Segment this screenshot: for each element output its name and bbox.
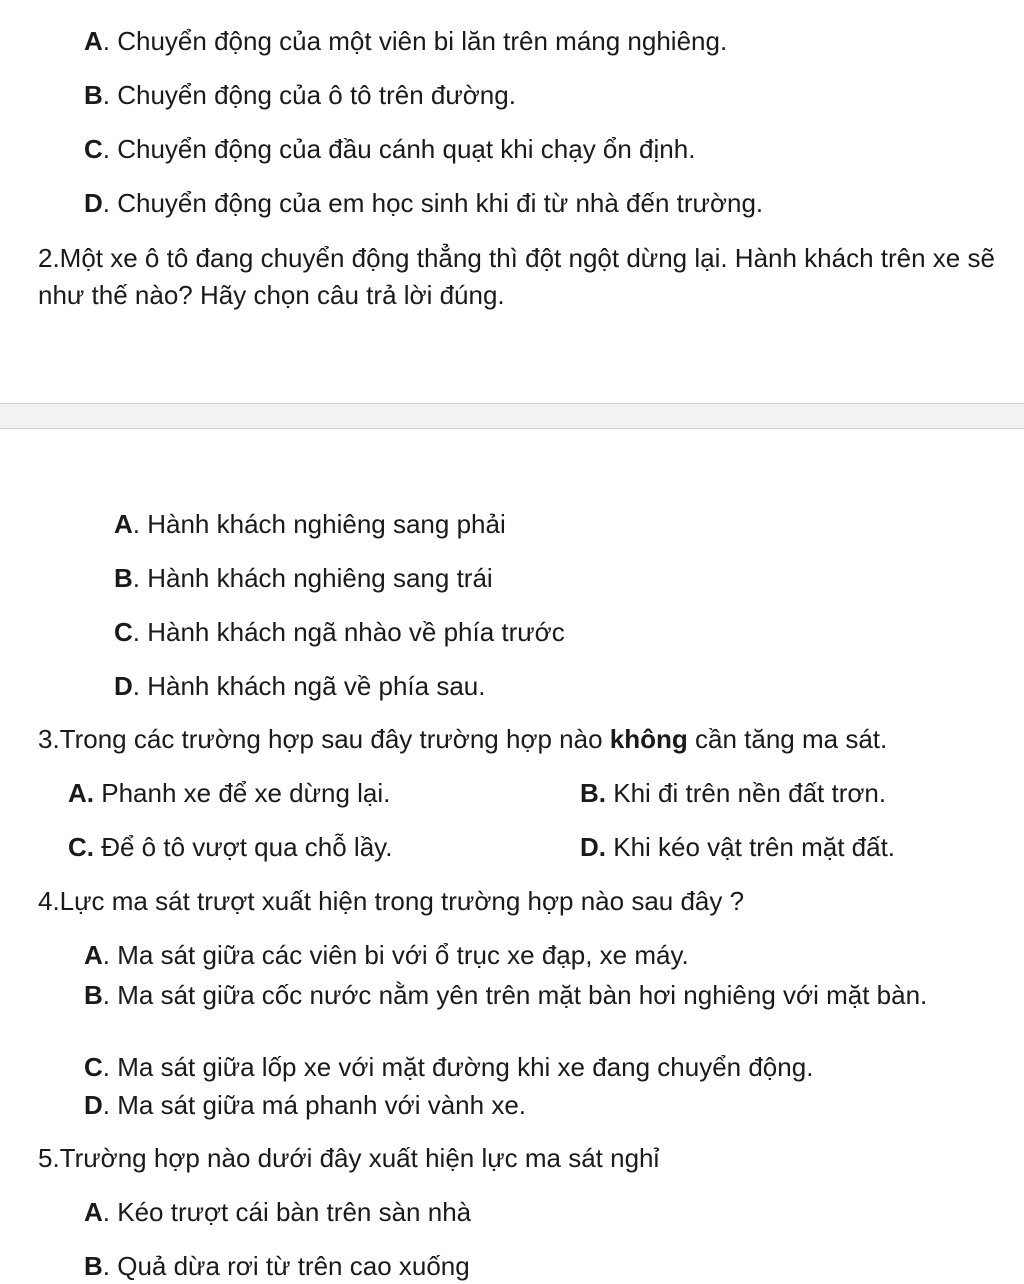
option-letter: D [114,671,133,701]
option-text: . Ma sát giữa các viên bi với ổ trục xe đạp, xe máy. [102,940,689,970]
q2-question: 2.Một xe ô tô đang chuyển động thẳng thì đột ngột dừng lại. Hành khách trên xe sẽ như thế nào? Hãy chọn câu trả lời đúng. [38,243,995,310]
q4-question: 4.Lực ma sát trượt xuất hiện trong trường hợp nào sau đây ? [38,886,745,916]
option-text: . Kéo trượt cái bàn trên sàn nhà [102,1197,472,1227]
q5-option-a [84,1196,471,1230]
q1-option-a [84,25,727,59]
q3-option-b [580,777,886,811]
option-letter: B [84,1251,103,1281]
option-text: Phanh xe để xe dừng lại. [94,778,391,808]
option-letter: B [114,563,133,593]
q2-option-a [114,508,506,542]
option-text: . Hành khách nghiêng sang phải [132,509,506,539]
q1-option-d [84,187,763,221]
option-letter: A [114,509,133,539]
option-text: . Ma sát giữa lốp xe với mặt đường khi xe đang chuyển động. [102,1052,814,1082]
option-letter: A [84,26,103,56]
option-letter: C [84,134,103,164]
q3-option-c [68,831,392,865]
q2-option-c [114,616,565,650]
q1-option-b [84,79,516,113]
option-text: Để ô tô vượt qua chỗ lầy. [94,832,393,862]
q5-question: 5.Trường hợp nào dưới đây xuất hiện lực ma sát nghỉ [38,1143,660,1173]
option-letter: D. [580,832,606,862]
option-letter: B. [580,778,606,808]
q3-question-bold: không [609,724,688,754]
page-divider [0,403,1024,429]
option-letter: A [84,1197,103,1227]
option-letter: A [84,940,103,970]
option-text: . Chuyển động của em học sinh khi đi từ nhà đến trường. [102,188,764,218]
option-letter: C [84,1052,103,1082]
q4-option-b [84,978,994,1013]
q3-option-d [580,831,895,865]
q4-option-c [84,1051,813,1085]
option-letter: D [84,1090,103,1120]
option-letter: C. [68,832,94,862]
q3-question [38,723,887,757]
option-letter: C [114,617,133,647]
option-text: . Ma sát giữa cốc nước nằm yên trên mặt bàn hơi nghiêng với mặt bàn. [102,980,928,1010]
option-text: Khi đi trên nền đất trơn. [606,778,887,808]
q2-option-d [114,670,485,704]
option-text: . Hành khách nghiêng sang trái [132,563,493,593]
option-text: Khi kéo vật trên mặt đất. [606,832,896,862]
q3-question-pre: 3.Trong các trường hợp sau đây trường hợp nào [38,724,610,754]
option-text: . Chuyển động của một viên bi lăn trên máng nghiêng. [102,26,728,56]
option-letter: A. [68,778,94,808]
option-letter: B [84,80,103,110]
option-letter: B [84,980,103,1010]
option-text: . Hành khách ngã nhào về phía trước [132,617,565,647]
q4-option-a [84,939,689,973]
option-text: . Hành khách ngã về phía sau. [132,671,486,701]
q1-option-c [84,133,695,167]
option-text: . Chuyển động của đầu cánh quạt khi chạy ổn định. [102,134,696,164]
option-text: . Chuyển động của ô tô trên đường. [102,80,516,110]
option-letter: D [84,188,103,218]
option-text: . Ma sát giữa má phanh với vành xe. [102,1090,527,1120]
q3-option-a [68,777,390,811]
q2-option-b [114,562,493,596]
option-text: . Quả dừa rơi từ trên cao xuống [102,1251,470,1281]
q4-option-d [84,1089,526,1123]
q5-option-b [84,1250,470,1284]
q3-question-post: cần tăng ma sát. [687,724,888,754]
